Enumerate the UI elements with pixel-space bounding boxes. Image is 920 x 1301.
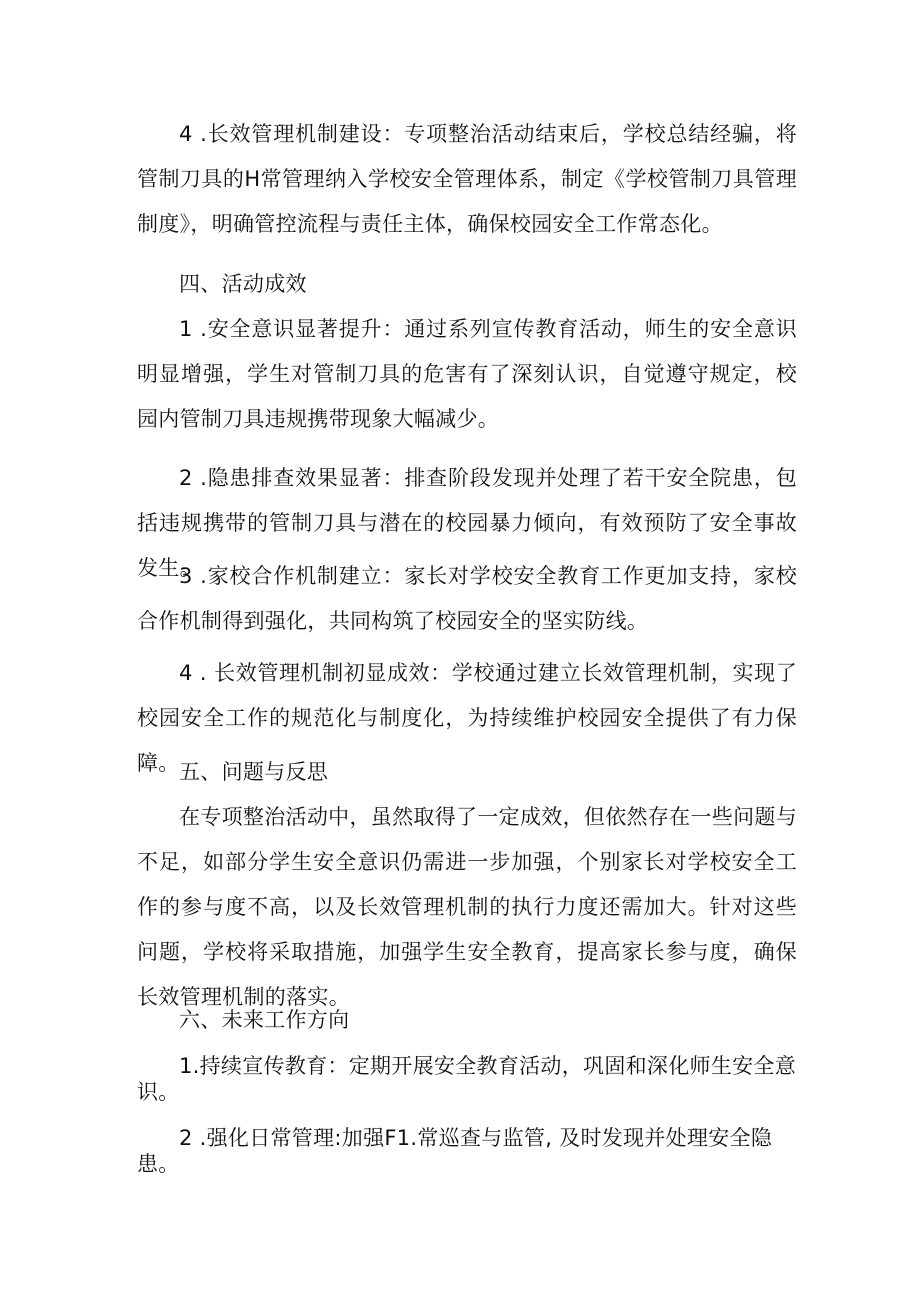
paragraph-daily-management — [137, 1125, 797, 1177]
paragraph-continuous-education — [137, 1053, 797, 1105]
paragraph-home-school-cooperation — [137, 554, 797, 644]
section-heading-future-work — [137, 998, 797, 1043]
heading-text: 四、活动成效 — [179, 272, 307, 296]
paragraph-text: 2 .隐患排查效果显著：排查阶段发现并处理了若干安全院患，包括违规携带的管制刀具与潜在的校园暴力倾向，有效预防了安全事故发生。 — [137, 466, 797, 580]
section-heading-problems — [137, 750, 797, 795]
paragraph-text: 2 .强化日常管理:加强F1.常巡查与监管, 及时发现并处理安全隐患。 — [137, 1126, 773, 1176]
heading-text: 六、未来工作方向 — [179, 1008, 350, 1032]
paragraph-long-term-mechanism — [137, 112, 797, 247]
paragraph-text: 在专项整治活动中，虽然取得了一定成效，但依然存在一些问题与不足，如部分学生安全意识仍需进一步加强，个别家长对学校安全工作的参与度不高，以及长效管理机制的执行力度还需加大。针对这些问题，学校将采取措施，加强学生安全教育，提高家长参与度，确保长效管理机制的落实。 — [137, 805, 797, 1009]
paragraph-text: 4 .长效管理机制建设：专项整治活动结束后，学校总结经骗，将管制刀具的H常管理纳入学校安全管理体系，制定《学校管制刀具管理制度》，明确管控流程与责任主体，确保校园安全工作常态化。 — [137, 122, 797, 236]
paragraph-text: 3 .家校合作机制建立：家长对学校安全教育工作更加支持，家校合作机制得到强化，共同构筑了校园安全的坚实防线。 — [137, 564, 797, 633]
paragraph-safety-awareness — [137, 307, 797, 442]
paragraph-problems-reflection — [137, 795, 797, 1020]
heading-text: 五、问题与反思 — [179, 760, 329, 784]
section-heading-results — [137, 262, 797, 307]
paragraph-text: 4 . 长效管理机制初显成效：学校通过建立长效管理机制，实现了校园安全工作的规范化与制度化，为持续维护校园安全提供了有力保障。 — [137, 661, 797, 775]
paragraph-text: 1.持续宣传教育：定期开展安全教育活动，巩固和深化师生安全意识。 — [137, 1054, 797, 1104]
paragraph-text: 1 .安全意识显著提升：通过系列宣传教育活动，师生的安全意识明显增强，学生对管制刀具的危害有了深刻认识，自觉遵守规定，校园内管制刀具违规携带现象大幅减少。 — [137, 317, 797, 431]
